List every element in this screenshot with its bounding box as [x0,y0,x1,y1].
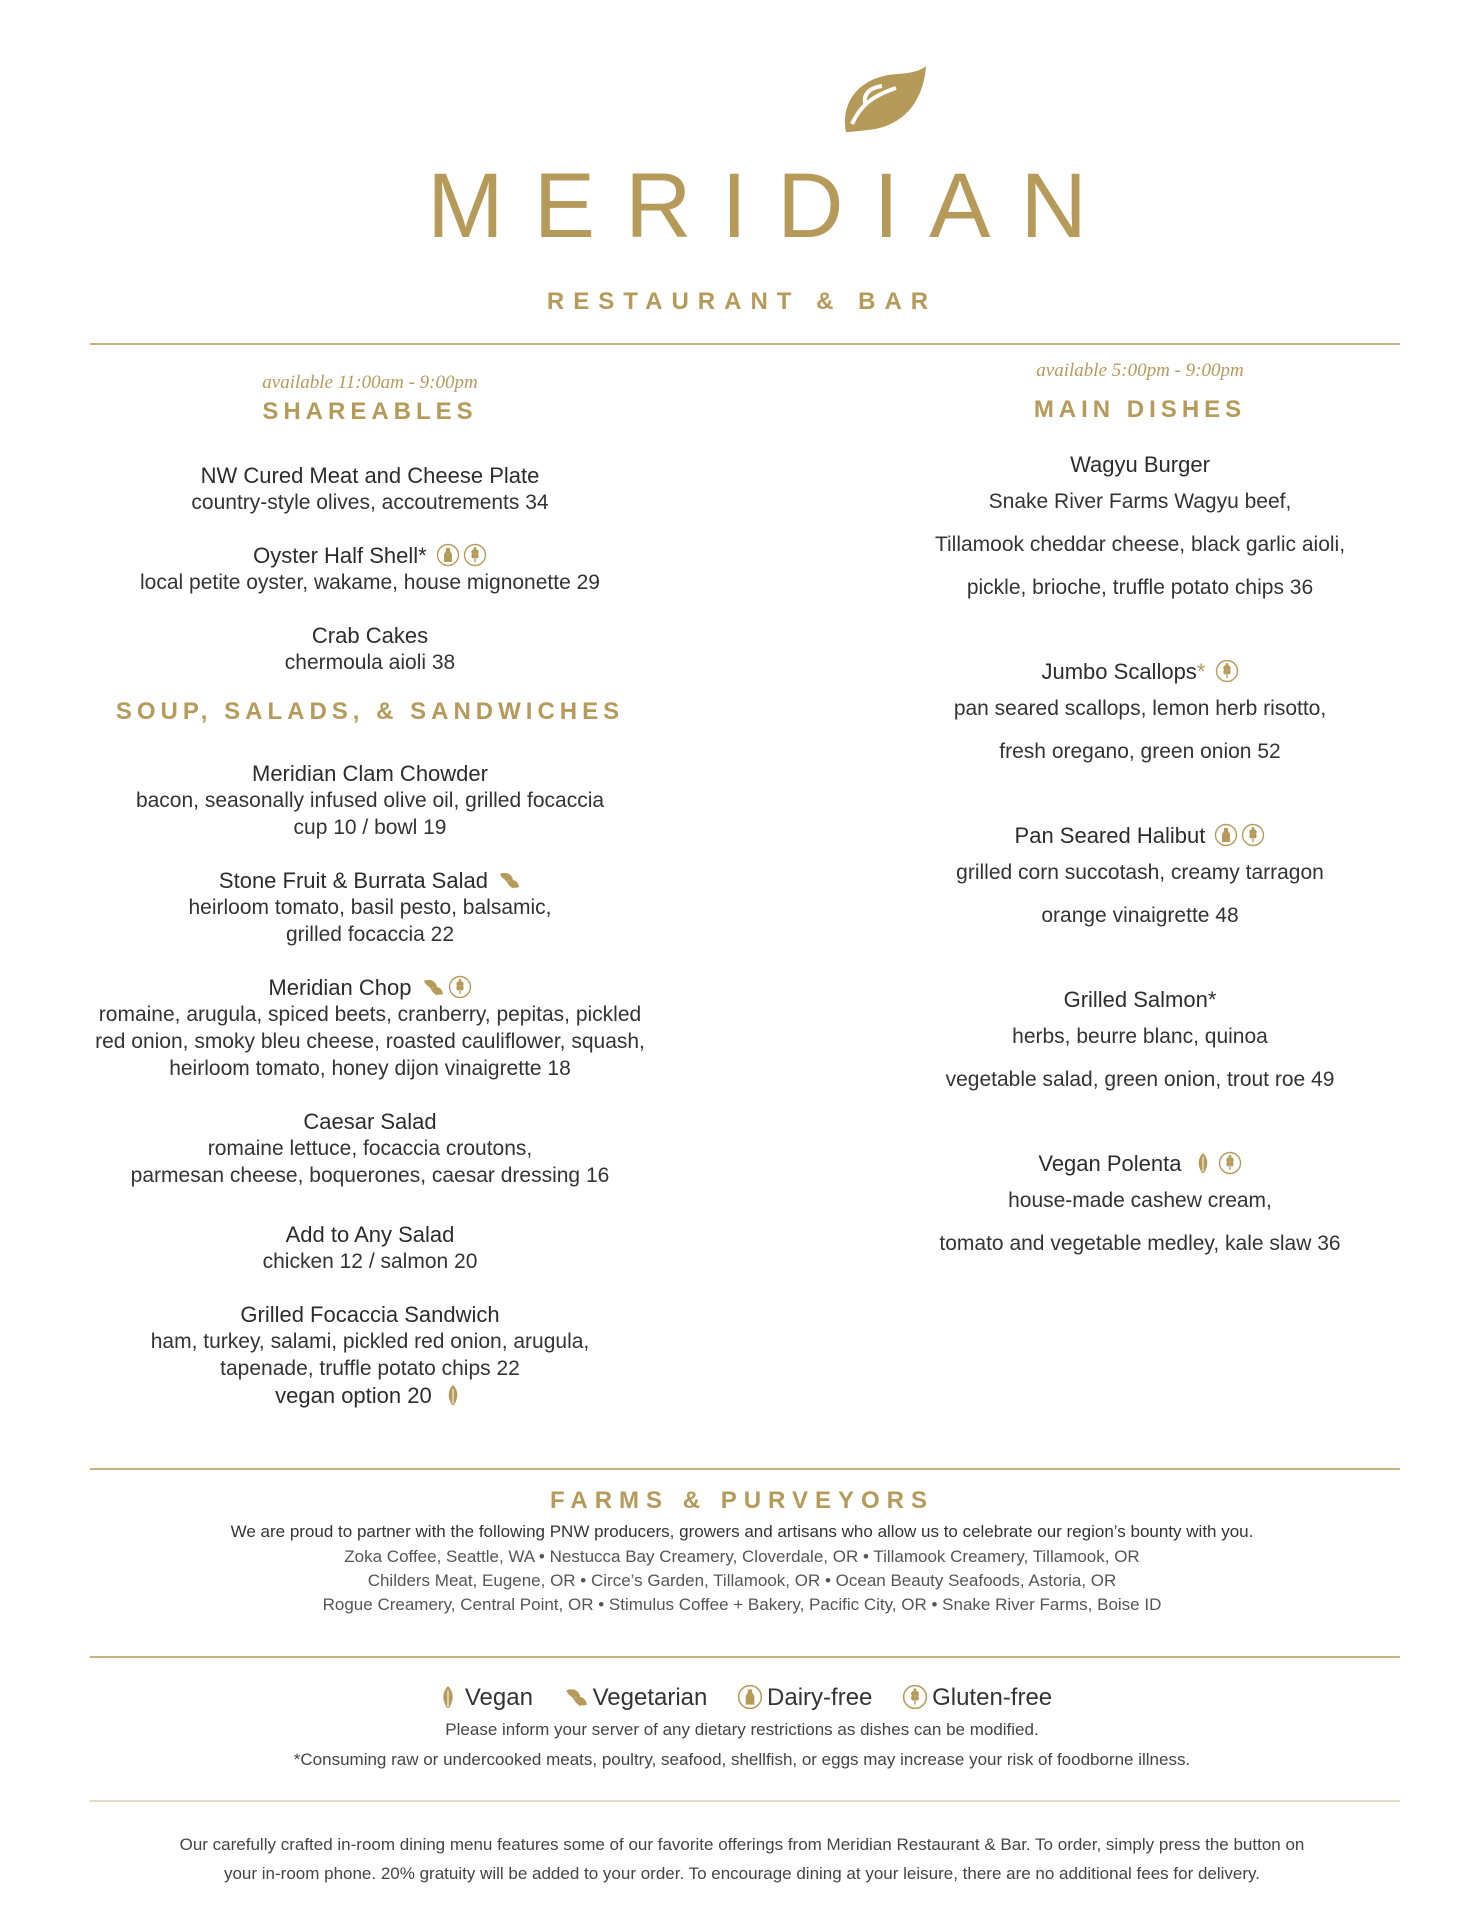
menu-item [60,1221,680,1275]
meridian-leaf-logo-icon [838,66,928,136]
main-dishes-heading: MAIN DISHES [1033,396,1247,423]
left-menu-column [60,372,680,1409]
legend-gluten-free: Gluten-free [932,1684,1053,1711]
item-desc: pan seared scallops, lemon herb risotto, [953,697,1327,720]
gluten-free-icon [1241,823,1265,847]
brand-tagline: RESTAURANT & BAR [546,288,938,315]
menu-item [60,462,680,516]
footer-text [80,1830,1404,1888]
menu-item [60,867,680,948]
menu-item [60,622,680,676]
item-name: Grilled Focaccia Sandwich [240,1302,500,1327]
vegan-option: vegan option 20 [275,1383,432,1408]
footer-divider [90,1800,1400,1802]
gluten-free-icon [1218,1151,1242,1175]
item-name: Pan Seared Halibut [1014,823,1206,848]
shareables-heading: SHAREABLES [262,398,478,425]
dairy-free-icon [737,1684,763,1710]
farm-list-line: Rogue Creamery, Central Point, OR • Stimulus Coffee + Bakery, Pacific City, OR • Snake River Farms, Boise ID [322,1595,1162,1614]
item-desc: country-style olives, accoutrements 34 [191,491,549,514]
dairy-free-icon [1214,823,1238,847]
item-desc: bacon, seasonally infused olive oil, grilled focaccia [135,789,605,812]
item-desc: pickle, brioche, truffle potato chips 36 [966,576,1314,599]
item-desc: tomato and vegetable medley, kale slaw 36 [939,1232,1341,1255]
menu-item [60,542,680,596]
menu-item [840,1149,1440,1265]
item-desc: Tillamook cheddar cheese, black garlic aioli, [934,533,1346,556]
item-desc: chicken 12 / salmon 20 [262,1250,478,1273]
item-name: Meridian Chop [268,975,412,1000]
menu-item [840,450,1440,609]
main-dishes-availability: available 5:00pm - 9:00pm [1036,360,1244,381]
menu-item [60,760,680,841]
vegan-icon [441,1383,465,1407]
item-name: Add to Any Salad [285,1222,455,1247]
vegan-icon [1191,1151,1215,1175]
menu-item [840,657,1440,773]
item-name: Stone Fruit & Burrata Salad [218,868,488,893]
vegetarian-icon [563,1684,589,1710]
menu-item [60,1301,680,1409]
item-desc: cup 10 / bowl 19 [293,816,447,839]
item-desc: vegetable salad, green onion, trout roe 49 [945,1068,1335,1091]
consumption-warning: *Consuming raw or undercooked meats, poultry, seafood, shellfish, or eggs may increase your risk of foodborne illness. [293,1750,1191,1769]
header-divider [90,343,1400,345]
item-desc: romaine lettuce, focaccia croutons, [207,1137,533,1160]
item-name: Grilled Salmon* [1063,987,1217,1012]
item-desc: grilled focaccia 22 [285,923,455,946]
item-desc: fresh oregano, green onion 52 [999,740,1281,763]
soups-heading: SOUP, SALADS, & SANDWICHES [115,698,625,725]
item-name: Vegan Polenta [1038,1151,1182,1176]
dietary-note: Please inform your server of any dietary restrictions as dishes can be modified. [445,1720,1039,1739]
vegetarian-icon [421,975,445,999]
farms-intro: We are proud to partner with the following PNW producers, growers and artisans who allow us to celebrate our region’s bounty with you. [230,1522,1254,1541]
farm-list-line: Zoka Coffee, Seattle, WA • Nestucca Bay Creamery, Cloverdale, OR • Tillamook Creamery, Tillamook, OR [344,1547,1140,1566]
item-desc: ham, turkey, salami, pickled red onion, arugula, [150,1330,590,1353]
gluten-free-icon [1215,659,1239,683]
menu-item [60,1108,680,1189]
item-name: NW Cured Meat and Cheese Plate [200,463,540,488]
farms-divider [90,1468,1400,1470]
dairy-free-icon [436,543,460,567]
item-name: Jumbo Scallops [1041,659,1197,684]
farms-heading: FARMS & PURVEYORS [550,1487,934,1514]
right-menu-column [840,360,1440,1265]
menu-item [840,985,1440,1101]
raw-warning-mark: * [1196,659,1206,684]
legend-vegetarian: Vegetarian [592,1684,708,1711]
item-desc: red onion, smoky bleu cheese, roasted cauliflower, squash, [95,1030,645,1053]
gluten-free-icon [463,543,487,567]
item-desc: heirloom tomato, honey dijon vinaigrette 18 [169,1057,571,1080]
menu-item [840,821,1440,937]
legend-divider [90,1656,1400,1658]
legend-dairy-free: Dairy-free [767,1684,873,1711]
footer-line: your in-room phone. 20% gratuity will be added to your order. To encourage dining at your leisure, there are no additional fees for delivery. [223,1864,1261,1883]
vegetarian-icon [497,868,521,892]
item-name: Crab Cakes [311,623,429,648]
item-desc: romaine, arugula, spiced beets, cranberry, pepitas, pickled [98,1003,642,1026]
item-desc: parmesan cheese, boquerones, caesar dressing 16 [130,1164,610,1187]
brand-name: MERIDIAN [427,155,1117,257]
shareables-availability: available 11:00am - 9:00pm [262,372,478,393]
gluten-free-icon [902,1684,928,1710]
item-name: Caesar Salad [303,1109,437,1134]
gluten-free-icon [448,975,472,999]
vegan-icon [435,1684,461,1710]
item-desc: herbs, beurre blanc, quinoa [1012,1025,1268,1048]
farm-list-line: Childers Meat, Eugene, OR • Circe’s Garden, Tillamook, OR • Ocean Beauty Seafoods, Astoria, OR [367,1571,1117,1590]
footer-line: Our carefully crafted in-room dining menu features some of our favorite offerings from Meridian Restaurant & Bar. To order, simply press the button on [179,1835,1305,1854]
item-name: Wagyu Burger [1070,452,1210,477]
item-desc: house-made cashew cream, [1008,1189,1272,1212]
item-desc: local petite oyster, wakame, house mignonette 29 [140,571,600,594]
item-name: Meridian Clam Chowder [252,761,488,786]
item-name: Oyster Half Shell* [253,543,427,568]
dietary-legend [0,1684,1484,1712]
item-desc: orange vinaigrette 48 [1041,904,1239,927]
item-desc: grilled corn succotash, creamy tarragon [956,861,1324,884]
item-desc: Snake River Farms Wagyu beef, [988,490,1292,513]
item-desc: chermoula aioli 38 [284,651,456,674]
menu-item [60,974,680,1082]
item-desc: tapenade, truffle potato chips 22 [220,1357,520,1380]
item-desc: heirloom tomato, basil pesto, balsamic, [188,896,552,919]
legend-vegan: Vegan [464,1684,533,1711]
